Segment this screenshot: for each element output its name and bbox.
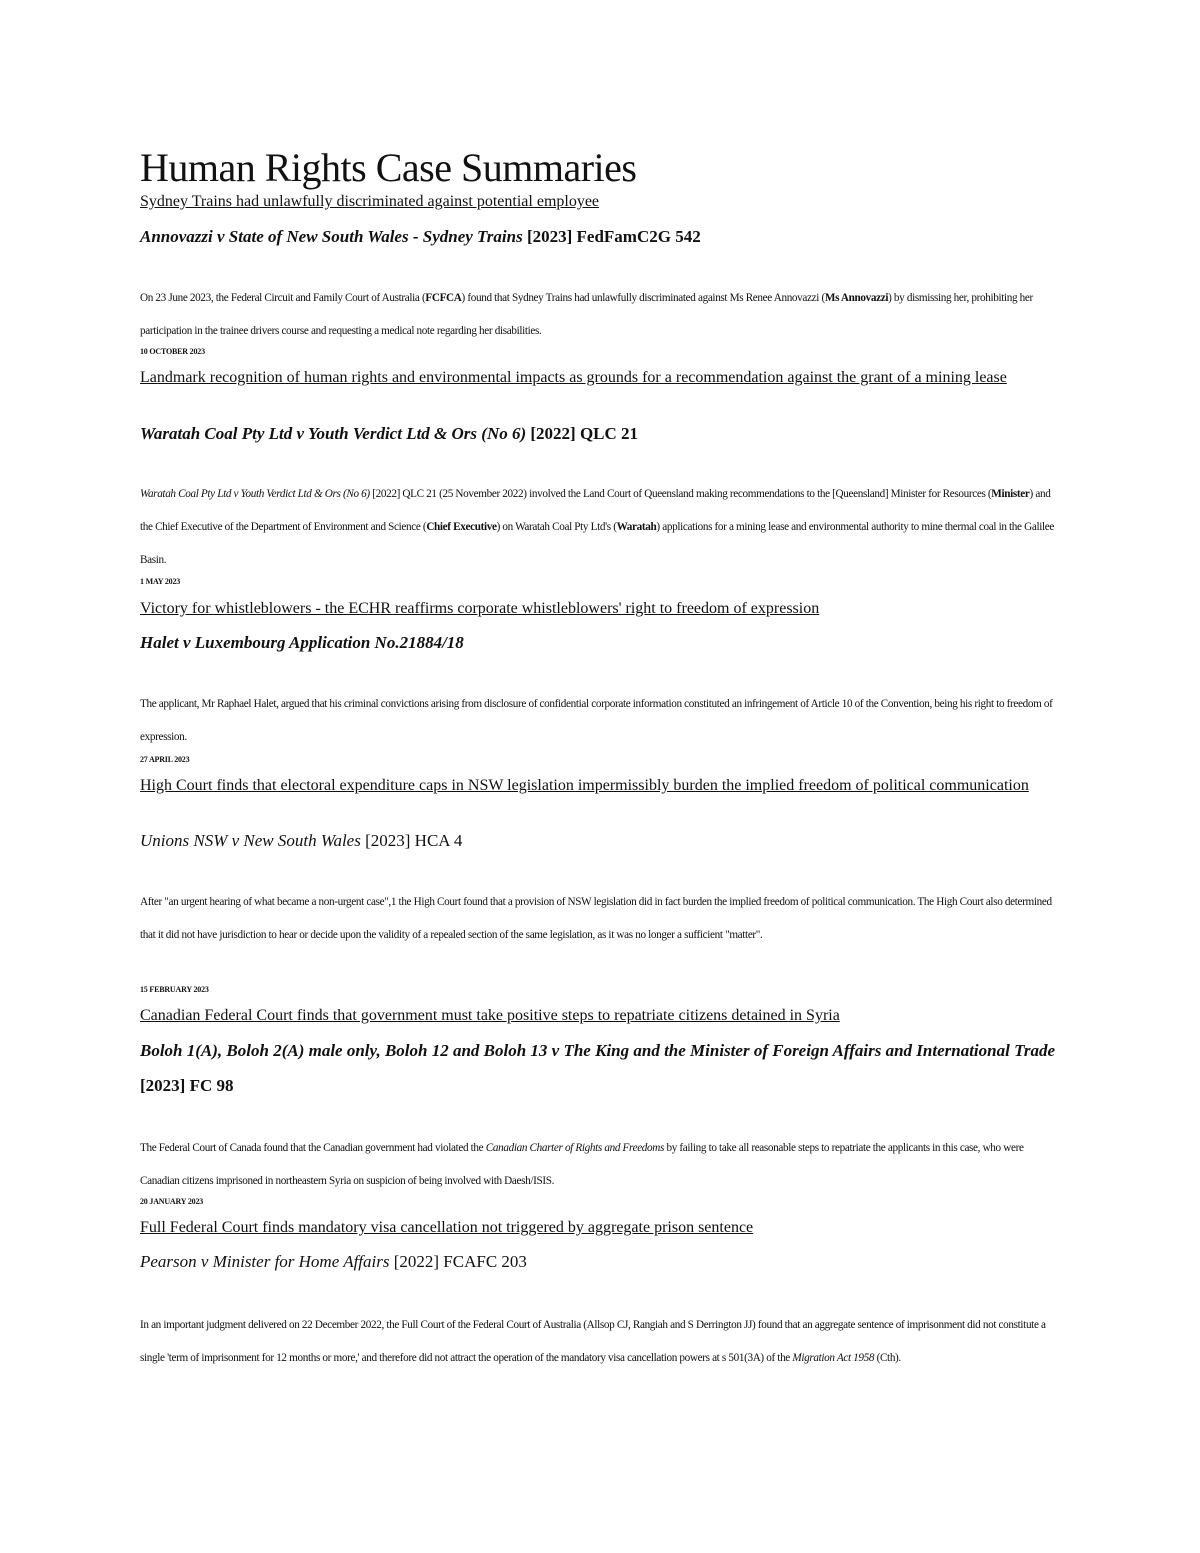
summary-defined-term: Ms Annovazzi	[824, 292, 889, 304]
article-citation	[140, 625, 1060, 660]
case-name: Annovazzi v State of New South Wales - Sydney Trains	[140, 227, 523, 246]
article-date: 15 FEBRUARY 2023	[140, 985, 209, 994]
article-summary	[140, 1132, 1060, 1198]
summary-text: After "an urgent hearing of what became a non-urgent case",1 the High Court found that a provision of NSW legislation did in fact burden the implied freedom of political communication. The High Court also determined that it did not have jurisdiction to hear or decide upon the validity of a repealed section of the same legislation, as it was no longer a sufficient "matter".	[140, 896, 1052, 941]
case-reference: [2022] QLC 21	[526, 424, 639, 443]
article-summary	[140, 1309, 1060, 1375]
article-summary	[140, 478, 1060, 577]
summary-text: The applicant, Mr Raphael Halet, argued that his criminal convictions arising from disclosure of confidential corporate information constituted an infringement of Article 10 of the Convention, being his right to freedom of expression.	[140, 698, 1053, 743]
article-headline-link[interactable]: Full Federal Court finds mandatory visa cancellation not triggered by aggregate prison sentence	[140, 1219, 754, 1236]
summary-text: ) applications for a mining lease and environmental authority to mine thermal coal in the Galilee Basin.	[140, 521, 1054, 566]
summary-text: ) and the Chief Executive of the Department of Environment and Science (	[140, 488, 1051, 533]
case-name: Pearson v Minister for Home Affairs	[140, 1252, 390, 1271]
article-summary	[140, 282, 1060, 348]
summary-text: by failing to take all reasonable steps to repatriate the applicants in this case, who were Canadian citizens imprisoned in northeastern Syria on suspicion of being involved with Daesh/ISIS.	[140, 1142, 1024, 1187]
summary-text: [2022] QLC 21 (25 November 2022) involved the Land Court of Queensland making recommendations to the [Queensland] Minister for Resources (	[369, 488, 992, 500]
article-date: 27 APRIL 2023	[140, 755, 190, 764]
article-citation	[140, 823, 1060, 858]
summary-statute: Migration Act 1958	[792, 1352, 875, 1364]
summary-defined-term: Chief Executive	[426, 521, 497, 533]
summary-defined-term: Waratah	[616, 521, 657, 533]
article-headline-link[interactable]: Canadian Federal Court finds that government must take positive steps to repatriate citizens detained in Syria	[140, 1007, 840, 1024]
summary-text: On 23 June 2023, the Federal Circuit and Family Court of Australia (	[140, 292, 426, 304]
case-name: Boloh 1(A), Boloh 2(A) male only, Boloh 12 and Boloh 13 v The King and the Minister of Foreign Affairs and International Trade	[140, 1041, 1055, 1060]
case-name: Waratah Coal Pty Ltd v Youth Verdict Ltd & Ors (No 6)	[140, 424, 527, 443]
summary-defined-term: Minister	[991, 488, 1030, 500]
article-summary	[140, 886, 1060, 952]
summary-text: ) found that Sydney Trains had unlawfully discriminated against Ms Renee Annovazzi (	[461, 292, 825, 304]
case-reference: [2022] FCAFC 203	[389, 1252, 527, 1271]
article-citation	[140, 1244, 1060, 1279]
summary-case-name: Waratah Coal Pty Ltd v Youth Verdict Ltd & Ors (No 6)	[140, 488, 370, 500]
page-title: Human Rights Case Summaries	[140, 145, 637, 190]
article-headline-link[interactable]: Victory for whistleblowers - the ECHR reaffirms corporate whistleblowers' right to freedom of expression	[140, 600, 820, 617]
article-headline-link[interactable]: Sydney Trains had unlawfully discriminated against potential employee	[140, 193, 600, 210]
summary-text: ) by dismissing her, prohibiting her participation in the trainee drivers course and requesting a medical note regarding her disabilities.	[140, 292, 1033, 337]
article-citation	[140, 1033, 1060, 1103]
article-citation	[140, 416, 1060, 451]
case-name: Halet v Luxembourg Application No.21884/18	[140, 633, 464, 652]
article-summary	[140, 688, 1060, 754]
case-reference: [2023] HCA 4	[360, 831, 463, 850]
case-reference: [2023] FedFamC2G 542	[522, 227, 701, 246]
article-date: 10 OCTOBER 2023	[140, 347, 205, 356]
summary-text: The Federal Court of Canada found that the Canadian government had violated the	[140, 1142, 486, 1154]
case-name: Unions NSW v New South Wales	[140, 831, 361, 850]
summary-text: In an important judgment delivered on 22 December 2022, the Full Court of the Federal Court of Australia (Allsop CJ, Rangiah and S Derrington JJ) found that an aggregate sentence of imprisonment did not constitute a single 'term of imprisonment for 12 months or more,' and therefore did not attract the operation of the mandatory visa cancellation powers at s 501(3A) of the	[140, 1319, 1046, 1364]
summary-statute: Canadian Charter of Rights and Freedoms	[485, 1142, 665, 1154]
article-headline-link[interactable]: High Court finds that electoral expenditure caps in NSW legislation impermissibly burden the implied freedom of political communication	[140, 777, 1029, 794]
case-reference: [2023] FC 98	[140, 1076, 234, 1095]
summary-text: (Cth).	[874, 1352, 901, 1364]
article-date: 1 MAY 2023	[140, 577, 181, 586]
summary-defined-term: FCFCA	[425, 292, 462, 304]
article-headline-link[interactable]: Landmark recognition of human rights and environmental impacts as grounds for a recommendation against the grant of a mining lease	[140, 369, 1007, 386]
article-date: 20 JANUARY 2023	[140, 1197, 204, 1206]
article-citation	[140, 219, 1060, 254]
summary-text: ) on Waratah Coal Pty Ltd's (	[496, 521, 617, 533]
